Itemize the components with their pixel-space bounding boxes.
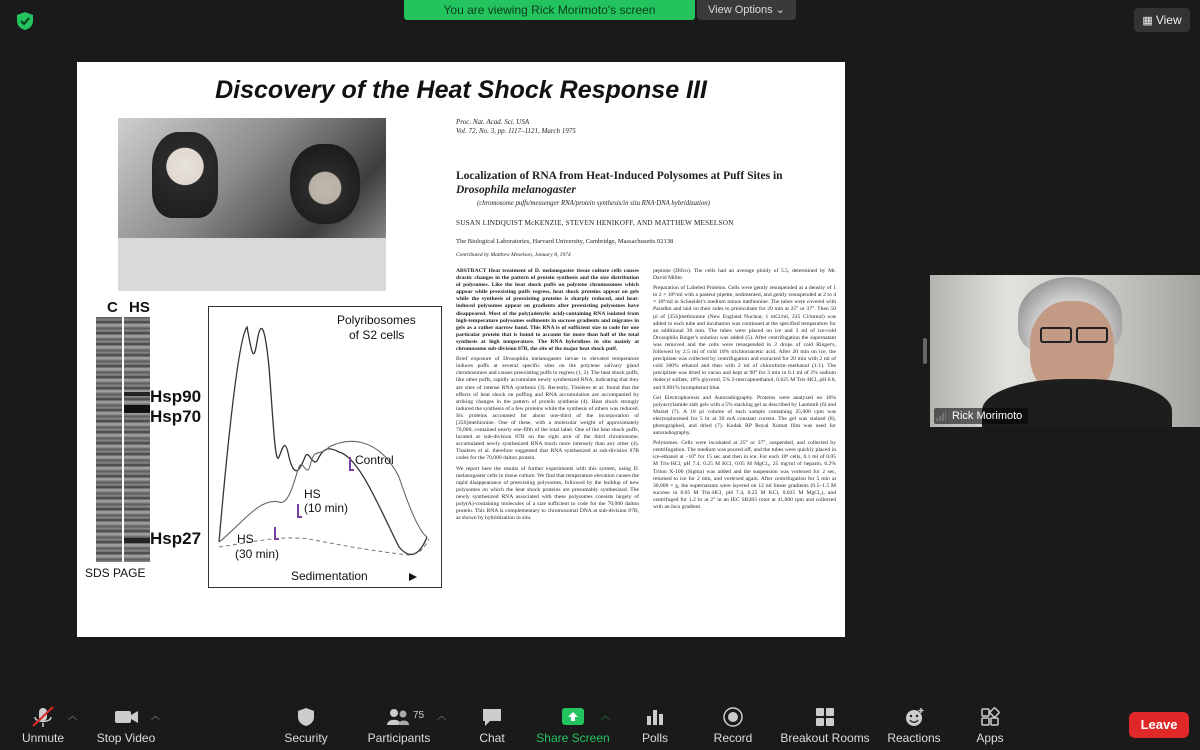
paper-paragraph: Brief exposure of Drosophila melanogaster larvae to elevated temperature induces puffs at several specific sites on the polytene salivary gland chromosomes and causes preexisting puffs to regress (1, 2). The heat shock puffs, like other puffs, rapidly accumulate newly synthesized RNA, indicating that they are sites of intense RNA synthesis (3). Recently, Tissières et al. found that the effects of heat shock on puffing and RNA accumulation are accompanied by striking changes in the pattern of protein synthesis (4). Heat shock strongly induced the synthesis of a few proteins while the synthesis of others was reduced. Six proteins accounted for about one-third of the incorporation of [35S]methionine. One of these, with a molecular weight of approximately 70,000, contained nearly one-fifth of the total label. One of the heat shock puffs, located at sub-division 87B on the right arm of the third chromosome, accumulated newly synthesized RNA much more intensely than any other (4). Tissières et al. therefore suggested that RNA synthesized at sub-division 87B codes for the 70,000 dalton protein. — [456, 356, 639, 462]
paper-abstract: ABSTRACT Heat treatment of D. melanogaster tissue culture cells causes drastic changes in the pattern of protein synthesis and the size distribution of polysomes. Like the heat shock puffs on polytene chromosomes which appear while preexisting puffs regress, heat shock proteins appear on gels while the synthesis of preexisting proteins is sharply reduced, and heat-induced polysomes appear on gradients after preexisting polysomes have disappeared. Most of the poly(adenylic acid)-containing RNA isolated from high-temperature polysomes sediments in sucrose gradients and migrates in gels as a rather narrow band. This RNA is of sufficient size to code for one particular protein that is found to account for more than half of the total synthesis at high temperature. The RNA hybridizes in situ mainly at chromosome sub-division 87B, the site of the major heat shock puff. — [456, 268, 639, 353]
polls-button[interactable] — [630, 700, 680, 750]
polls-icon — [630, 706, 680, 728]
band-label-hsp27: Hsp27 — [150, 529, 202, 548]
polls-label: Polls — [641, 731, 668, 745]
paper-title — [456, 169, 836, 197]
gel-band-hsp70 — [124, 405, 150, 413]
scientific-paper — [456, 118, 841, 628]
gel-lane-hs — [124, 317, 150, 562]
apps-label: Apps — [976, 731, 1004, 745]
curve-label-hs10: HS — [304, 487, 321, 501]
shared-screen-slide — [77, 62, 845, 637]
graph-title-line2: of S2 cells — [349, 328, 405, 342]
photo-person-right — [290, 144, 360, 224]
security-button[interactable] — [276, 700, 336, 750]
paper-left-column — [456, 268, 639, 637]
meeting-toolbar — [0, 700, 1200, 750]
historical-photo — [118, 118, 386, 291]
gel-band-hsp27 — [124, 538, 150, 543]
stop-video-button[interactable] — [91, 700, 161, 750]
record-button[interactable] — [705, 700, 761, 750]
band-label-hsp70: Hsp70 — [150, 407, 202, 426]
curve-label-hs30: HS — [237, 532, 254, 546]
share-options-chevron-icon[interactable]: ︿ — [601, 711, 611, 721]
paper-contributed: Contributed by Matthew Meselson, January 8, 1974 — [456, 252, 571, 258]
paper-journal — [456, 118, 576, 136]
curve-label-hs30-time: (30 min) — [235, 547, 280, 561]
stop-video-label: Stop Video — [96, 731, 156, 745]
paper-paragraph: Polysomes. Cells were incubated at 25° or 37°, suspended, and collected by centrifugation. The medium was poured off, and the tubes were quickly placed in ice-ethanol at −10° for 15 sec and then in ice. For each 10⁸ cells, 0.1 ml of 0.05 M Tris·HCl, pH 7.4, 0.25 M KCl, 0.05 M MgCl₂, 25 mg/ml of heparin, 0.2% Triton X-100 (Sigma) was added and the suspension was vortexed for 2 sec, returned to ice for 2 min, and vortexed again. After centrifugation for 5 min at 30,000 × g, the supernatants were layered on 12 ml linear gradients (0.5–1.5 M sucrose in 0.05 M Tris·HCl, pH 7.4, 0.25 M KCl, 0.025 M MgCl₂), and centrifuged for 1.2 hr at 2° in an IEC SB283 rotor at 41,000 rpm and collected with an Isco gradient — [653, 440, 836, 510]
view-button-label: View — [1155, 13, 1182, 27]
sds-page-gel — [86, 317, 152, 562]
participant-name-label: Rick Morimoto — [934, 408, 1028, 424]
record-label: Record — [713, 731, 753, 745]
unmute-label: Unmute — [21, 731, 65, 745]
photo-desk — [118, 238, 386, 291]
paper-journal-line: Proc. Nat. Acad. Sci. USA — [456, 118, 530, 126]
band-label-hsp90: Hsp90 — [150, 387, 202, 406]
graph-x-label: Sedimentation — [291, 569, 368, 583]
curve-label-hs10-time: (10 min) — [304, 501, 349, 515]
panel-resize-handle[interactable] — [923, 338, 927, 364]
photo-person-left — [152, 132, 218, 218]
participants-label: Participants — [367, 731, 431, 745]
paper-right-column — [653, 268, 836, 637]
gel-lane-label: C — [107, 299, 118, 316]
breakout-rooms-label: Breakout Rooms — [780, 731, 870, 745]
grid-icon: ▦ — [1142, 15, 1156, 27]
paper-paragraph: Gel Electrophoresis and Autoradiography. Proteins were analyzed on 10% polyacrylamide slab gels with a 5% stacking gel as described by Laemmli (6) and Maizel (7). A 10 µl volume of each sample containing 25,000 cpm was electrophoresed for 5 hr at 30 mA constant current. The gel was stained (8), photographed, and dried (7). Kodak RP Royal Xomat film was used for autoradiography. — [653, 394, 836, 437]
paper-keywords: (chromosome puffs/messenger RNA/protein synthesis/in situ RNA·DNA hybridization) — [477, 200, 710, 207]
paper-title-line2: Drosophila melanogaster — [456, 184, 576, 196]
shield-icon — [276, 706, 336, 728]
security-label: Security — [284, 731, 328, 745]
graph-title-line1: Polyribosomes — [337, 313, 416, 327]
paper-journal-line: Vol. 72, No. 3, pp. 1117–1121, March 1975 — [456, 127, 576, 135]
reactions-icon — [884, 706, 944, 728]
share-screen-button[interactable] — [535, 700, 611, 750]
record-icon — [705, 706, 761, 728]
audio-options-chevron-icon[interactable]: ︿ — [68, 711, 78, 721]
share-screen-icon — [535, 706, 611, 728]
microphone-muted-icon — [13, 706, 73, 728]
arrow-right-icon — [409, 573, 417, 581]
breakout-rooms-icon — [780, 706, 870, 728]
reactions-label: Reactions — [887, 731, 941, 745]
paper-paragraph: peptone (Difco). The cells had an average ploidy of 5.5, determined by Mr. David Miller. — [653, 268, 836, 282]
glasses-right — [1076, 327, 1108, 343]
viewing-screen-banner: You are viewing Rick Morimoto's screen — [404, 0, 695, 20]
gel-lane-c — [96, 317, 122, 562]
share-screen-label: Share Screen — [536, 731, 610, 745]
view-options-button[interactable]: View Options ⌄ — [697, 0, 796, 20]
gel-caption: SDS PAGE — [85, 566, 146, 580]
unmute-button[interactable] — [13, 700, 73, 750]
participants-options-chevron-icon[interactable]: ︿ — [437, 711, 447, 721]
chat-bubble-icon — [465, 706, 519, 728]
chat-label: Chat — [479, 731, 505, 745]
paper-institution: The Biological Laboratories, Harvard University, Cambridge, Massachusetts 02138 — [456, 238, 674, 245]
view-button[interactable] — [1134, 8, 1190, 32]
paper-title-line1: Localization of RNA from Heat-Induced Polysomes at Puff Sites in — [456, 170, 783, 182]
apps-icon — [965, 706, 1015, 728]
polysome-profile-graph — [208, 306, 442, 588]
reactions-button[interactable] — [884, 700, 944, 750]
encryption-shield-icon[interactable] — [14, 10, 36, 32]
paper-paragraph: Preparation of Labeled Proteins. Cells were gently resuspended at a density of 1 to 2 × 10⁸/ml with a pasteur pipette, sedimented, and gently resuspended at 2 to 4 × 10⁸/ml in Schneider's medium minus methionine. The tubes were covered with Paradim and laid on their sides to preincubate for 20 min at 25° or 37°. Then 50 µl of [35S]methionine (New England Nuclear, 1 mCi/ml, 225 Ci/mmol) was added to each tube and incubation was continued at the specified temperature for an additional 30 min. The tubes were placed on ice and 3 ml of ice-cold Drosophila Ringer's solution was added (5). After centrifugation the supernatant was removed and the cells were resuspended in 2 drops of cold Ringer's, followed by 2.5 ml of cold 10% trichloroacetic acid. After 20 min on ice, the precipitate was collected by centrifugation and extracted for 20 min with 2 ml of cold 100% ethanol and then with 2 ml of chloroform–methanol (1:1). The precipitate was dried in vacuo and kept at 90° for 3 min in 0.1 ml of 2% sodium dodecyl sulfate, 10% glycerol, 5% 2-mercaptoethanol, 0.625 M Tris·HCl, pH 6.8, and 0.001% bromphenol blue. — [653, 285, 836, 391]
paper-paragraph: We report here the results of further experiments with this system, using D. melanogaster cells in tissue culture. We find that temperature elevation causes the rapid disappearance of preexisting polysomes, followed by the buildup of new polysomes on which the heat shock proteins are presumably synthesized. The newly synthesized RNA associated with these polysomes consists largely of poly(A)-containing molecules of a size sufficient to code for the 70,000 dalton protein. This RNA is complementary to chromosomal DNA at sub-division 87B, as shown by hybridization in situ. — [456, 465, 639, 522]
gel-band-hsp90 — [124, 392, 150, 396]
video-options-chevron-icon[interactable]: ︿ — [151, 711, 161, 721]
glasses-left — [1040, 327, 1072, 343]
apps-button[interactable] — [965, 700, 1015, 750]
breakout-rooms-button[interactable] — [780, 700, 870, 750]
paper-authors: SUSAN LINDQUIST McKENZIE, STEVEN HENIKOFF, AND MATTHEW MESELSON — [456, 219, 734, 227]
gel-lane-label: HS — [129, 299, 150, 316]
curve-label-control: Control — [355, 453, 394, 467]
slide-title: Discovery of the Heat Shock Response III — [215, 76, 707, 104]
participants-button[interactable] — [364, 700, 434, 750]
chat-button[interactable] — [465, 700, 519, 750]
leave-button[interactable]: Leave — [1129, 712, 1189, 738]
participant-video-tile[interactable] — [930, 275, 1200, 427]
participants-count: 75 — [413, 710, 425, 721]
